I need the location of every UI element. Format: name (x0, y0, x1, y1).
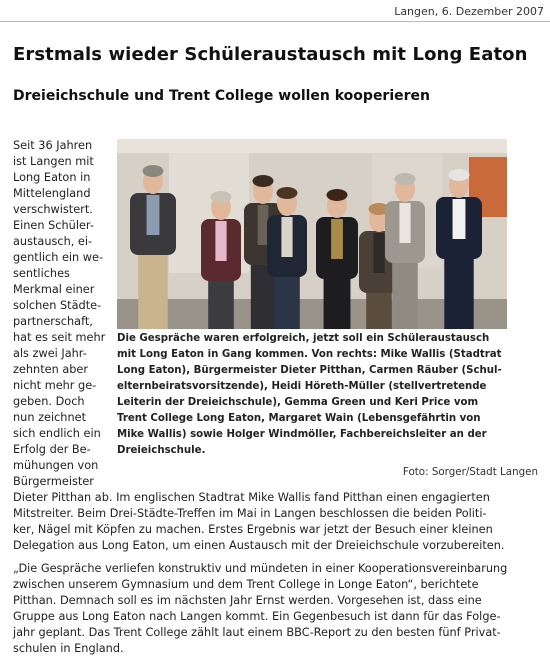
body-text-line: schulen in England. (13, 642, 124, 655)
body-text-line: Dieter Pitthan ab. Im englischen Stadtrat Mike Wallis fand Pitthan einen engagierten (13, 491, 490, 504)
caption-line: Mike Wallis) sowie Holger Windmöller, Fachbereichsleiter an der (117, 429, 487, 440)
caption-line: Leiterin der Dreieichschule), Gemma Green und Keri Price vom (117, 397, 479, 408)
body-text-line: Merkmal einer (13, 283, 95, 296)
body-text-line: partnerschaft, (13, 315, 93, 328)
body-text-line: Bürgermeister (13, 475, 94, 488)
body-text-line: Einen Schüler- (13, 219, 94, 232)
body-text-line: mühungen von (13, 459, 99, 472)
body-text-line: zehnten aber (13, 363, 89, 376)
body-text-line: als zwei Jahr- (13, 347, 87, 360)
caption-line: elternbeiratsvorsitzende), Heidi Höreth-Müller (stellvertretende (117, 381, 487, 392)
group-photo-illustration (117, 139, 507, 329)
caption-line: mit Long Eaton in Gang kommen. Von rechts: Mike Wallis (Stadtrat (117, 349, 502, 360)
body-text-line: Gruppe aus Long Eaton nach Langen kommt. Ein Gegenbesuch ist dann für das Folge- (13, 610, 501, 623)
body-text-line: Mittelengland (13, 187, 91, 200)
dateline: Langen, 6. Dezember 2007 (394, 5, 544, 18)
photo-caption (117, 331, 517, 459)
body-text-line: nicht mehr ge- (13, 379, 97, 392)
body-text-line: ker, Nägel mit Köpfen zu machen. Erstes Ergebnis war jetzt der Besuch einer kleinen (13, 523, 493, 536)
body-paragraph-2 (13, 561, 543, 657)
body-wrap-column (13, 138, 117, 490)
caption-line: Trent College Long Eaton, Margaret Wain (Lebensgefährtin von (117, 413, 481, 424)
body-text-line: solchen Städte- (13, 299, 102, 312)
caption-line: Dreieichschule. (117, 445, 206, 456)
body-text-line: hat es seit mehr (13, 331, 106, 344)
body-text-line: jahr geplant. Das Trent College zählt laut einem BBC-Report zu den besten fünf Privat- (13, 626, 501, 639)
body-text-line: sentliches (13, 267, 70, 280)
subheadline: Dreieichschule und Trent College wollen kooperieren (13, 88, 430, 104)
body-text-line: nun zeichnet (13, 411, 86, 424)
body-text-line: Delegation aus Long Eaton, um einen Austausch mit der Dreieichschule vorzubereiten. (13, 539, 505, 552)
body-text-line: Mitstreiter. Beim Drei-Städte-Treffen im Mai in Langen beschlossen die beiden Politi- (13, 507, 487, 520)
header-divider (0, 21, 550, 22)
body-text-line: sich endlich ein (13, 427, 101, 440)
body-text-line: Pitthan. Demnach soll es im nächsten Jahr Ernst werden. Vorgesehen ist, dass eine (13, 594, 482, 607)
caption-line: Die Gespräche waren erfolgreich, jetzt soll ein Schüleraustausch (117, 333, 490, 344)
caption-line: Long Eaton), Bürgermeister Dieter Pitthan, Carmen Räuber (Schul- (117, 365, 502, 376)
body-text-line: Erfolg der Be- (13, 443, 91, 456)
headline: Erstmals wieder Schüleraustausch mit Long Eaton (13, 44, 528, 65)
group-photo (117, 139, 507, 329)
body-paragraph-1 (13, 490, 543, 554)
body-text-line: Seit 36 Jahren (13, 139, 93, 152)
body-text-line: ist Langen mit (13, 155, 94, 168)
body-text-line: verschwistert. (13, 203, 93, 216)
body-text-line: austausch, ei- (13, 235, 93, 248)
body-text-line: gentlich ein we- (13, 251, 104, 264)
photo-credit: Foto: Sorger/Stadt Langen (402, 466, 538, 478)
body-text-line: geben. Doch (13, 395, 85, 408)
body-text-line: zwischen unserem Gymnasium und dem Trent College in Longe Eaton“, berichtete (13, 578, 479, 591)
body-text-line: „Die Gespräche verliefen konstruktiv und mündeten in einer Kooperationsvereinbarung (13, 562, 508, 575)
body-text-line: Long Eaton in (13, 171, 91, 184)
